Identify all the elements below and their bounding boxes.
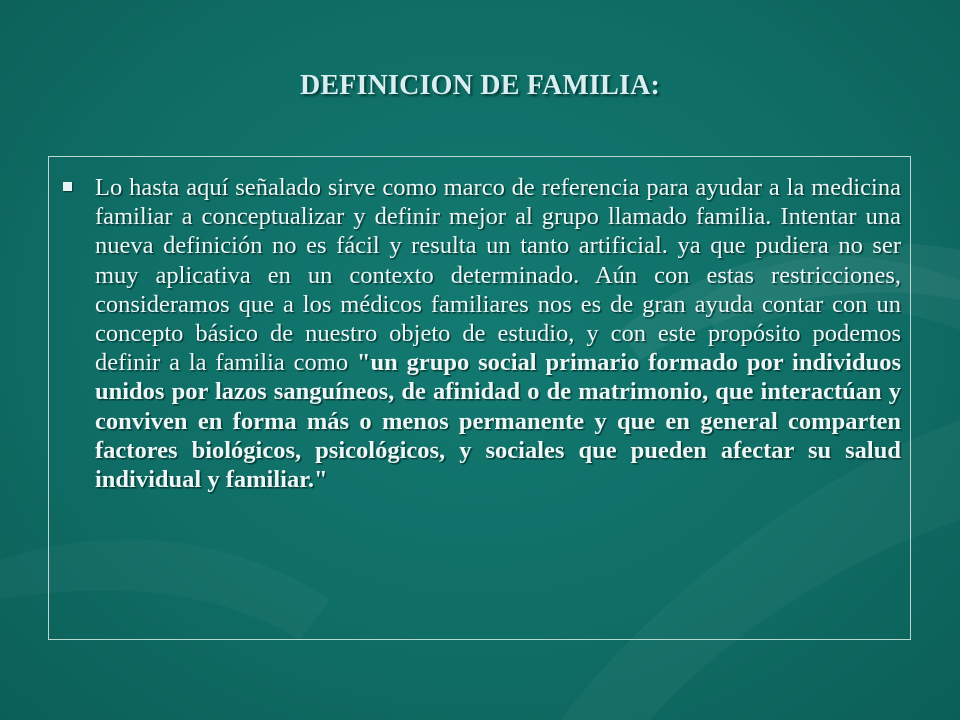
- bullet-paragraph: [95, 173, 901, 494]
- bullet-plain-text: Lo hasta aquí señalado sirve como marco de referencia para ayudar a la medicina familiar a conceptualizar y definir mejor al grupo llamado familia. Intentar una nueva definición no es fácil y resulta un tanto artificial. ya que pudiera no ser muy aplicativa en un contexto determinado. Aún con estas restricciones, consideramos que a los médicos familiares nos es de gran ayuda contar con un concepto básico de nuestro objeto de estudio, y con este propósito podemos definir a la familia como: [95, 174, 901, 377]
- slide-title: DEFINICION DE FAMILIA:: [299, 70, 661, 101]
- family-definition-quote: "un grupo social primario formado por individuos unidos por lazos sanguíneos, de afinidad o de matrimonio, que interactúan y conviven en forma más o menos permanente y que en general comparten factores biológicos, psicológicos, y sociales que pueden afectar su salud individual y familiar.": [95, 349, 901, 494]
- bullet-item: [63, 173, 901, 494]
- content-box: [48, 156, 911, 640]
- square-bullet-icon: [63, 182, 72, 191]
